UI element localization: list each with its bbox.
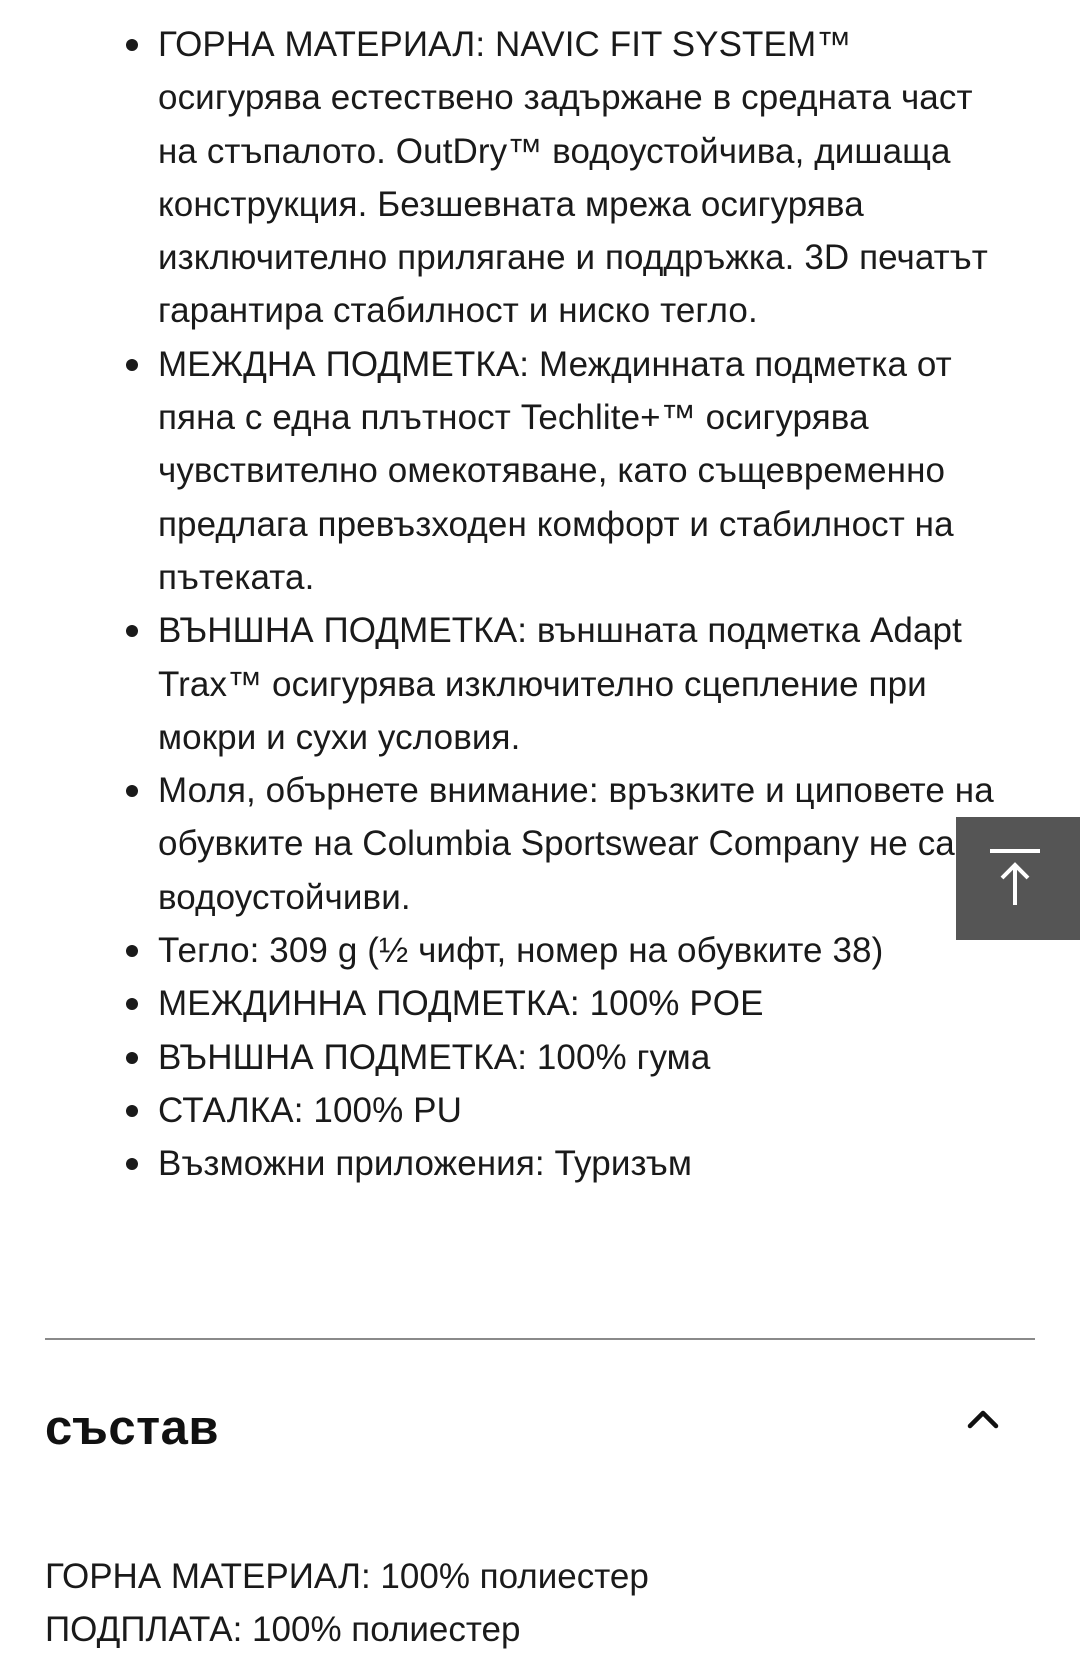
chevron-up-icon [958, 1396, 1008, 1446]
feature-item [0, 1137, 1080, 1190]
feature-text: Моля, обърнете внимание: връзките и циповете на обувките на Columbia Sportswear Company не са водоустойчиви. [158, 771, 994, 917]
composition-line: ПОДПЛАТА: 100% полиестер [45, 1610, 521, 1649]
composition-line: ГОРНА МАТЕРИАЛ: 100% полиестер [45, 1557, 649, 1596]
feature-text: Възможни приложения: Туризъм [158, 1144, 692, 1184]
feature-item [0, 604, 1080, 764]
feature-text: СТАЛКА: 100% PU [158, 1090, 462, 1130]
feature-text: ВЪНШНА ПОДМЕТКА: външната подметка Adapt Trax™ осигурява изключително сцепление при мокри и сухи условия. [158, 611, 962, 757]
bullet-icon [126, 359, 138, 371]
composition-section-title: състав [45, 1401, 219, 1455]
section-divider [45, 1338, 1035, 1340]
bullet-icon [126, 625, 138, 637]
bullet-icon [126, 945, 138, 957]
feature-item [0, 18, 1080, 338]
feature-text: МЕЖДНА ПОДМЕТКА: Междинната подметка от пяна с една плътност Techlite+™ осигурява чувствително омекотяване, като същевременно предлага превъзходен комфорт и стабилност на пътеката. [158, 344, 954, 597]
feature-item [0, 977, 1080, 1030]
bullet-icon [126, 785, 138, 797]
feature-text: Тегло: 309 g (½ чифт, номер на обувките 38) [158, 931, 884, 971]
feature-item [0, 764, 1080, 924]
scroll-to-top-button[interactable] [956, 817, 1080, 940]
bullet-icon [126, 39, 138, 51]
product-features [0, 18, 1080, 1191]
feature-list [0, 18, 1080, 1191]
feature-text: МЕЖДИННА ПОДМЕТКА: 100% POE [158, 984, 764, 1024]
arrow-up-to-top-icon [956, 817, 1080, 940]
feature-text: ВЪНШНА ПОДМЕТКА: 100% гума [158, 1037, 711, 1077]
bullet-icon [126, 1052, 138, 1064]
bullet-icon [126, 1105, 138, 1117]
composition-details [45, 1550, 1045, 1656]
feature-item [0, 338, 1080, 604]
feature-item [0, 924, 1080, 977]
feature-text: ГОРНА МАТЕРИАЛ: NAVIC FIT SYSTEM™ осигурява естествено задържане в средната част на стъпалото. OutDry™ водоустойчива, дишаща конструкция. Безшевната мрежа осигурява изключително прилягане и поддръжка. 3D печатът гарантира стабилност и ниско тегло. [158, 25, 988, 331]
feature-item [0, 1031, 1080, 1084]
bullet-icon [126, 998, 138, 1010]
composition-collapse-toggle[interactable] [958, 1396, 1008, 1446]
feature-item [0, 1084, 1080, 1137]
bullet-icon [126, 1158, 138, 1170]
